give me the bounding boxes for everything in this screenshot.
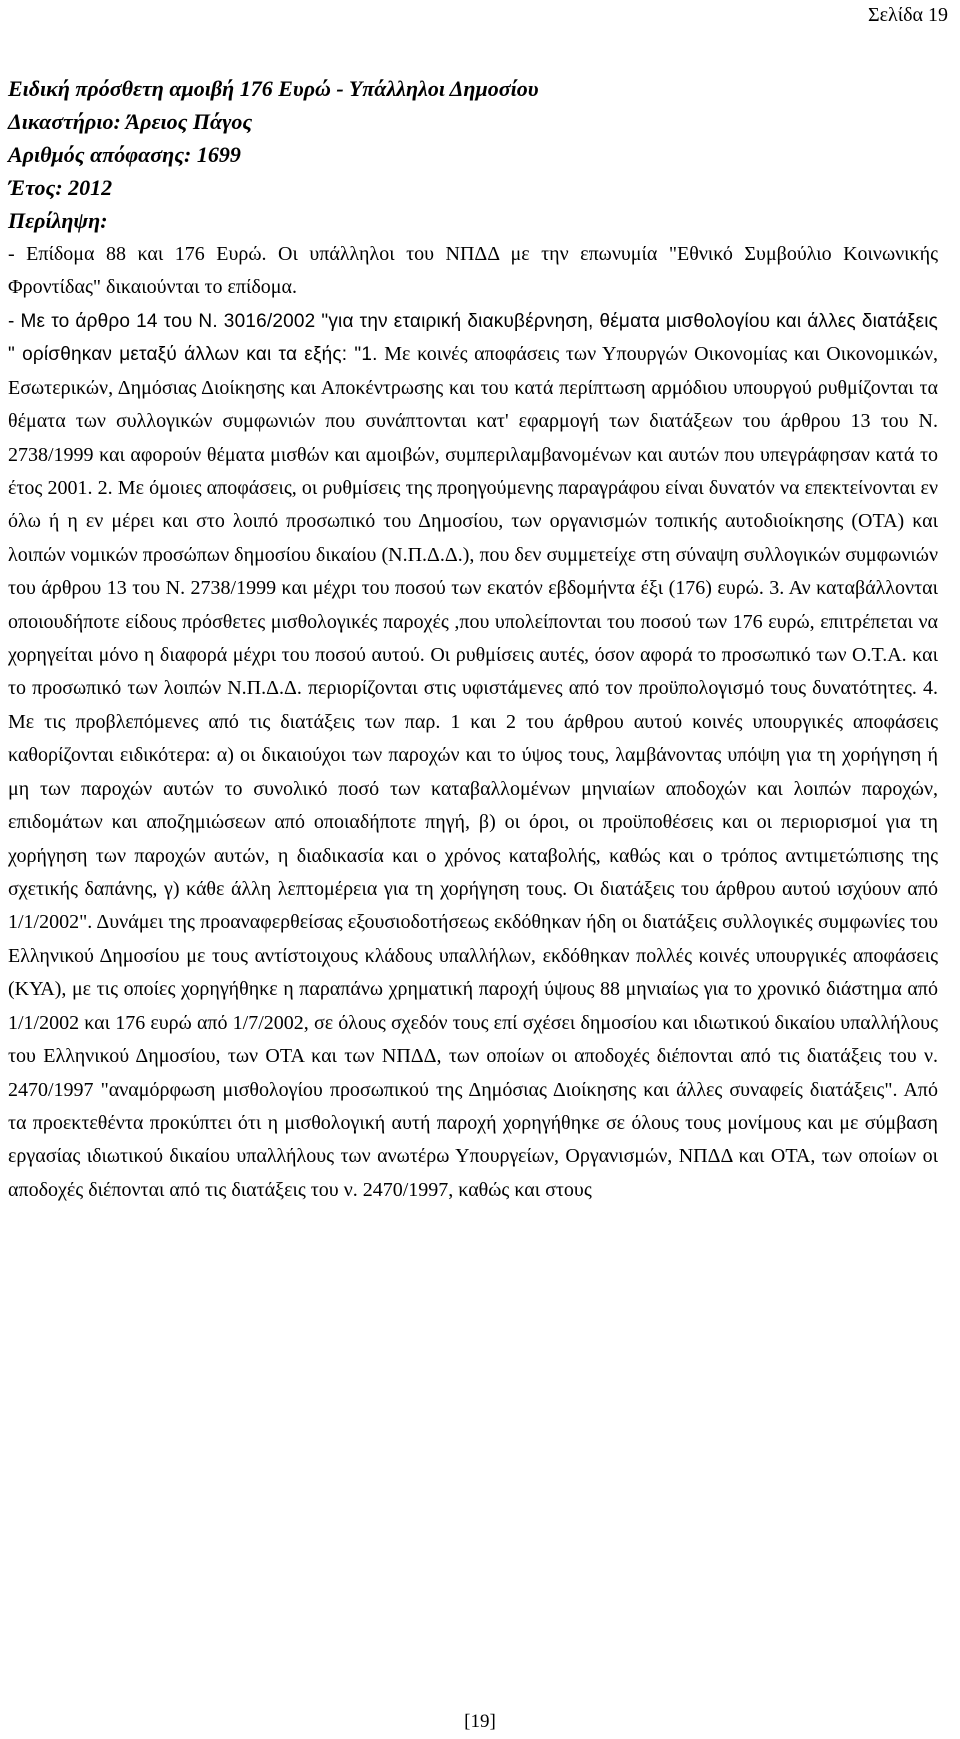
summary-heading: Περίληψη: (8, 208, 108, 233)
page-number-footer: [19] (464, 1711, 496, 1732)
summary-body (8, 238, 938, 1207)
summary-paragraph-2-body: Με κοινές αποφάσεις των Υπουργών Οικονομίας και Οικονομικών, Εσωτερικών, Δημόσιας Διοίκησης και Αποκέντρωσης και του κατά περίπτωση αρμόδιου υπουργού ρυθμίζονται τα θέματα των συλλογικών συμφωνιών που συνάπτονται κατ' εφαρμογή των διατάξεων του άρθρου 13 του Ν. 2738/1999 και αφορούν θέματα μισθών και αμοιβών, συμπεριλαμβανομένων και αυτών που υπεγράφησαν κατά το έτος 2001. 2. Με όμοιες αποφάσεις, οι ρυθμίσεις της προηγούμενης παραγράφου είναι δυνατόν να επεκτείνονται εν όλω ή η εν μέρει και στο λοιπό προσωπικό του Δημοσίου, των οργανισμών τοπικής αυτοδιοίκησης (ΟΤΑ) και λοιπών νομικών προσώπων δημοσίου δικαίου (Ν.Π.Δ.Δ.), που δεν συμμετείχε στη σύναψη συλλογικών συμφωνιών του άρθρου 13 του Ν. 2738/1999 και μέχρι του ποσού των εκατόν εβδομήντα έξι (176) ευρώ. 3. Αν καταβάλλονται οποιουδήποτε είδους πρόσθετες μισθολογικές παροχές ,που υπολείπονται του ποσού των 176 ευρώ, επιτρέπεται να χορηγείται μόνο η διαφορά μέχρι του ποσού αυτού. Οι ρυθμίσεις αυτές, όσον αφορά το προσωπικό των Ο.Τ.Α. και το προσωπικό των λοιπών Ν.Π.Δ.Δ. περιορίζονται στις υφιστάμενες από τον προϋπολογισμό τους δυνατότητες. 4. Με τις προβλεπόμενες από τις διατάξεις των παρ. 1 και 2 του άρθρου αυτού κοινές υπουργικές αποφάσεις καθορίζονται ειδικότερα: α) οι δικαιούχοι των παροχών και το ύψος τους, λαμβάνοντας υπόψη για τη χορήγηση ή μη των παροχών αυτών το συνολικό ποσό των καταβαλλομένων μηνιαίων αποδοχών και λοιπών παροχών, επιδομάτων και αποζημιώσεων από οποιαδήποτε πηγή, β) οι όροι, οι προϋποθέσεις και οι περιορισμοί για τη χορήγηση των παροχών αυτών, η διαδικασία και ο χρόνος καταβολής, καθώς και ο τρόπος αντιμετώπισης της σχετικής δαπάνης, γ) κάθε άλλη λεπτομέρεια για τη χορήγηση τους. Οι διατάξεις του άρθρου αυτού ισχύουν από 1/1/2002". Δυνάμει της προαναφερθείσας εξουσιοδοτήσεως εκδόθηκαν ήδη οι διατάξεις συλλογικές συμφωνίες του Ελληνικού Δημοσίου με τους αντίστοιχους κλάδους υπαλλήλων, εκδόθηκαν πολλές κοινές υπουργικές αποφάσεις (ΚΥΑ), με τις οποίες χορηγήθηκε η παραπάνω χρηματική παροχή ύψους 88 μηνιαίως για το χρονικό διάστημα από 1/1/2002 και 176 ευρώ από 1/7/2002, σε όλους σχεδόν τους επί σχέσει δημοσίου και ιδιωτικού δικαίου υπαλλήλους του Ελληνικού Δημοσίου, των ΟΤΑ και των ΝΠΔΔ, των οποίων οι αποδοχές διέπονται από τις διατάξεις του ν. 2470/1997 "αναμόρφωση μισθολογίου προσωπικού της Δημόσιας Διοίκησης και άλλες συναφείς διατάξεις". Από τα προεκτεθέντα προκύπτει ότι η μισθολογική αυτή παροχή χορηγήθηκε σε όλους τους μονίμους και με σύμβαση εργασίας ιδιωτικού δικαίου υπαλλήλους των ανωτέρω Υπουργείων, Οργανισμών, ΝΠΔΔ και ΟΤΑ, των οποίων οι αποδοχές διέπονται από τις διατάξεις του ν. 2470/1997, καθώς και στους (8, 343, 939, 1201)
summary-paragraph-1: - Επίδομα 88 και 176 Ευρώ. Οι υπάλληλοι του ΝΠΔΔ με την επωνυμία "Εθνικό Συμβούλιο Κοινωνικής Φροντίδας" δικαιούνται το επίδομα. (8, 243, 938, 299)
decision-year: Έτος: 2012 (8, 175, 113, 200)
court-name: Δικαστήριο: Άρειος Πάγος (8, 109, 253, 134)
summary-paragraph-2-law-quote: - Με το άρθρο 14 του Ν. 3016/2002 "για την εταιρική διακυβέρνηση, θέματα μισθολογίου και άλλες διατάξεις " ορίσθηκαν μεταξύ άλλων και τα εξής: "1. (8, 310, 938, 366)
page-number-header: Σελίδα 19 (867, 4, 948, 26)
case-title: Ειδική πρόσθετη αμοιβή 176 Ευρώ - Υπάλληλοι Δημοσίου (8, 76, 539, 101)
case-header (8, 72, 938, 237)
decision-number: Αριθμός απόφασης: 1699 (8, 142, 241, 167)
